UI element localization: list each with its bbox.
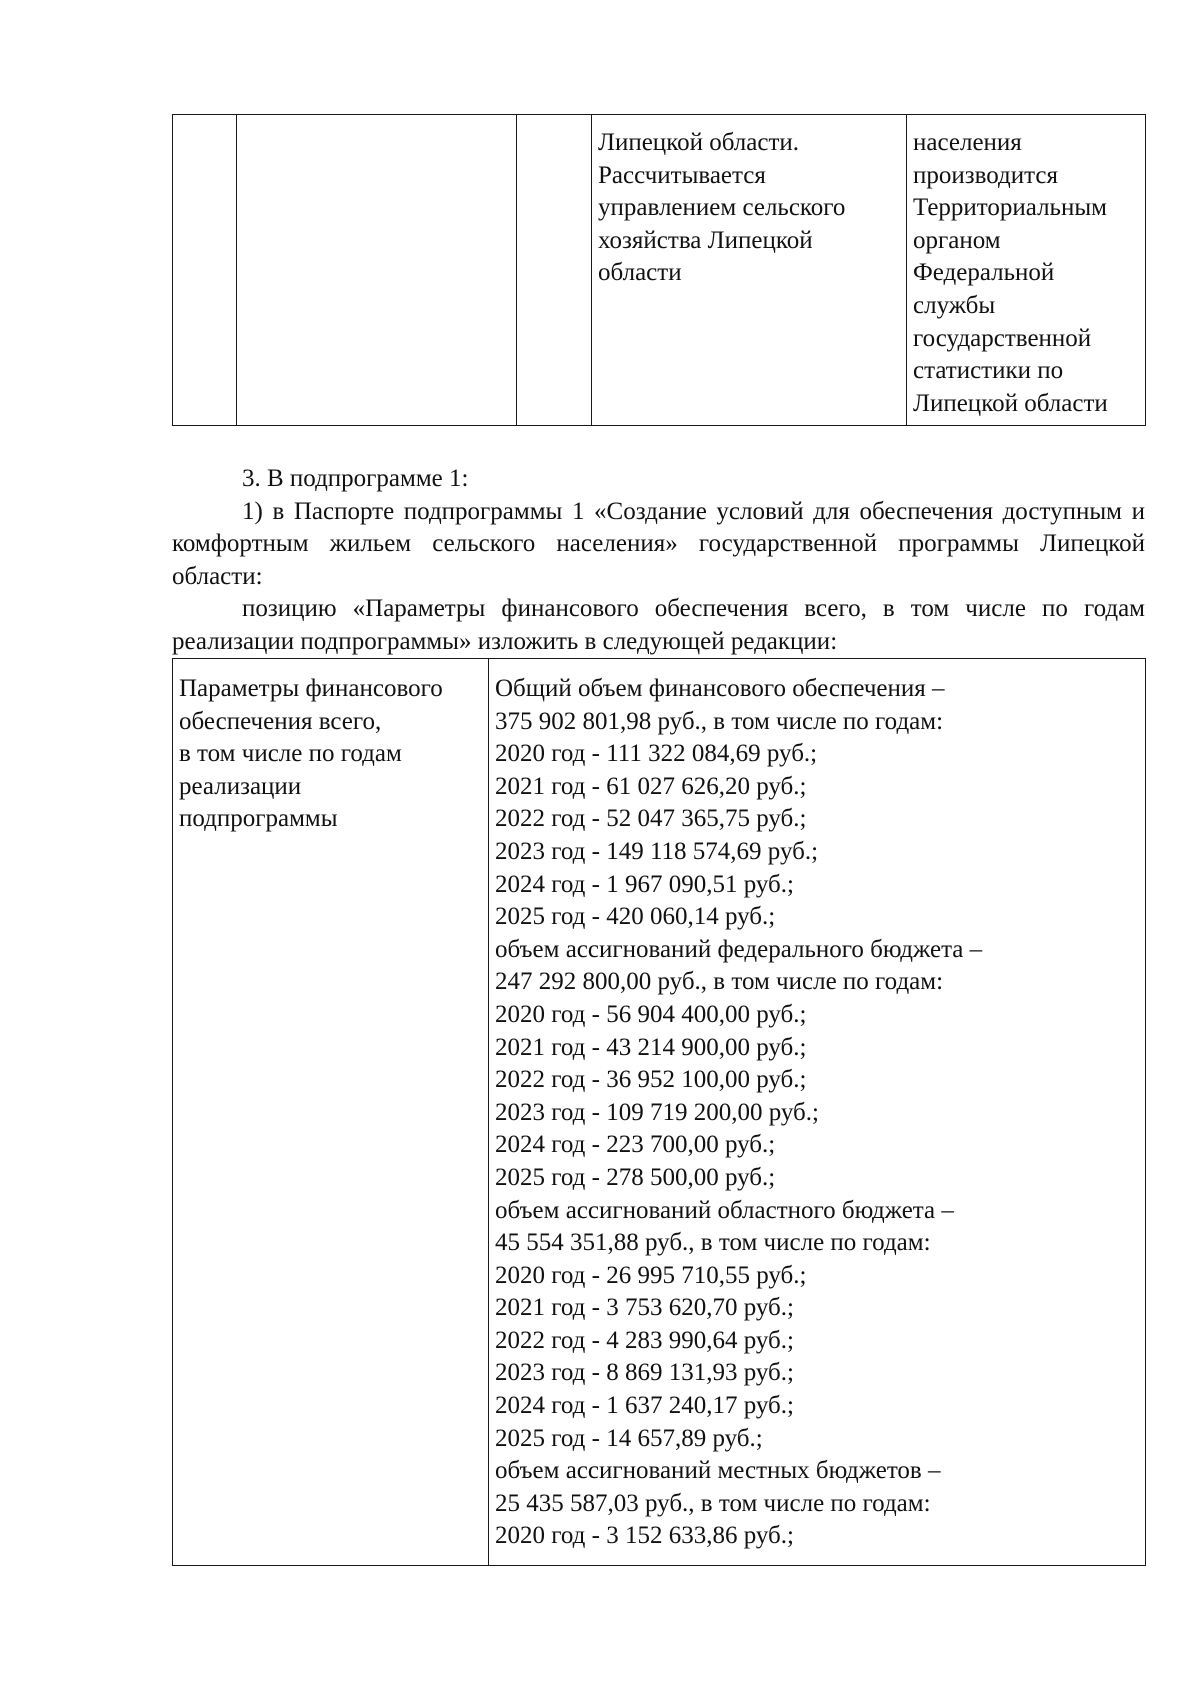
body-text [172,463,1145,658]
financing-line: 45 554 351,88 руб., в том числе по годам: [495,1229,931,1257]
source-line: производится [913,161,1058,189]
indicator-table-continuation [172,114,1146,426]
financing-line: 2021 год - 61 027 626,20 руб.; [495,772,807,800]
source-line: статистики по [913,357,1064,385]
label-line: в том числе по годам [179,740,402,768]
financing-line: 2020 год - 111 322 084,69 руб.; [495,740,818,768]
label-line: реализации [179,772,302,800]
financing-line: 2025 год - 14 657,89 руб.; [495,1424,763,1452]
source-line: Территориальным [913,194,1107,222]
label-line: подпрограммы [179,805,338,833]
source-line: Федеральной [913,259,1055,287]
method-line: хозяйства Липецкой [598,226,813,254]
source-line: службы [913,291,996,319]
financing-line: 2023 год - 149 118 574,69 руб.; [495,837,819,865]
table-row [173,115,1146,426]
financing-line: 2025 год - 420 060,14 руб.; [495,903,776,931]
financing-line: объем ассигнований федерального бюджета – [495,935,983,963]
financing-line: 2021 год - 43 214 900,00 руб.; [495,1033,807,1061]
financing-line: 2020 год - 26 995 710,55 руб.; [495,1261,807,1289]
financing-line: 2020 год - 56 904 400,00 руб.; [495,1000,807,1028]
financing-values-cell [489,659,1146,1566]
financing-line: 2022 год - 4 283 990,64 руб.; [495,1326,794,1354]
financing-line: объем ассигнований местных бюджетов – [495,1457,941,1485]
financing-line: 2023 год - 109 719 200,00 руб.; [495,1098,819,1126]
table-cell-name [237,115,517,426]
financing-line: 2021 год - 3 753 620,70 руб.; [495,1294,794,1322]
table-cell-method [592,115,907,426]
paragraph-passport: 1) в Паспорте подпрограммы 1 «Создание условий для обеспечения доступным и комфортным жильем сельского населения» государственной программы Липецкой области: [172,497,1145,590]
financing-line: 25 435 587,03 руб., в том числе по годам: [495,1489,931,1517]
table-cell-source [907,115,1146,426]
financing-line: 2020 год - 3 152 633,86 руб.; [495,1522,794,1550]
financing-line: 2024 год - 1 637 240,17 руб.; [495,1392,794,1420]
section-heading: 3. В подпрограмме 1: [242,465,469,492]
source-line: Липецкой области [913,389,1108,417]
source-line: органом [913,226,1001,254]
financing-line: 2023 год - 8 869 131,93 руб.; [495,1359,794,1387]
financing-line: 375 902 801,98 руб., в том числе по годам: [495,707,944,735]
financing-table [172,658,1146,1566]
financing-line: 2025 год - 278 500,00 руб.; [495,1163,776,1191]
financing-label-cell [173,659,489,1566]
table-row [173,659,1146,1566]
paragraph-position: позицию «Параметры финансового обеспечения всего, в том числе по годам реализации подпрограммы» изложить в следующей редакции: [172,595,1145,655]
label-line: Параметры финансового [179,675,443,702]
financing-line: 2022 год - 36 952 100,00 руб.; [495,1066,807,1094]
method-line: области [598,259,682,287]
financing-line: 247 292 800,00 руб., в том числе по годам: [495,968,944,996]
table-cell-number [173,115,237,426]
financing-line: 2024 год - 1 967 090,51 руб.; [495,870,794,898]
source-line: государственной [913,324,1092,352]
financing-line: 2024 год - 223 700,00 руб.; [495,1131,776,1159]
table-cell-unit [517,115,592,426]
method-line: Рассчитывается [598,161,766,189]
method-line: управлением сельского [598,194,846,222]
label-line: обеспечения всего, [179,707,382,735]
source-line: населения [913,129,1022,156]
method-line: Липецкой области. [598,129,800,156]
financing-line: Общий объем финансового обеспечения – [495,675,945,702]
financing-line: объем ассигнований областного бюджета – [495,1196,954,1224]
financing-line: 2022 год - 52 047 365,75 руб.; [495,805,807,833]
